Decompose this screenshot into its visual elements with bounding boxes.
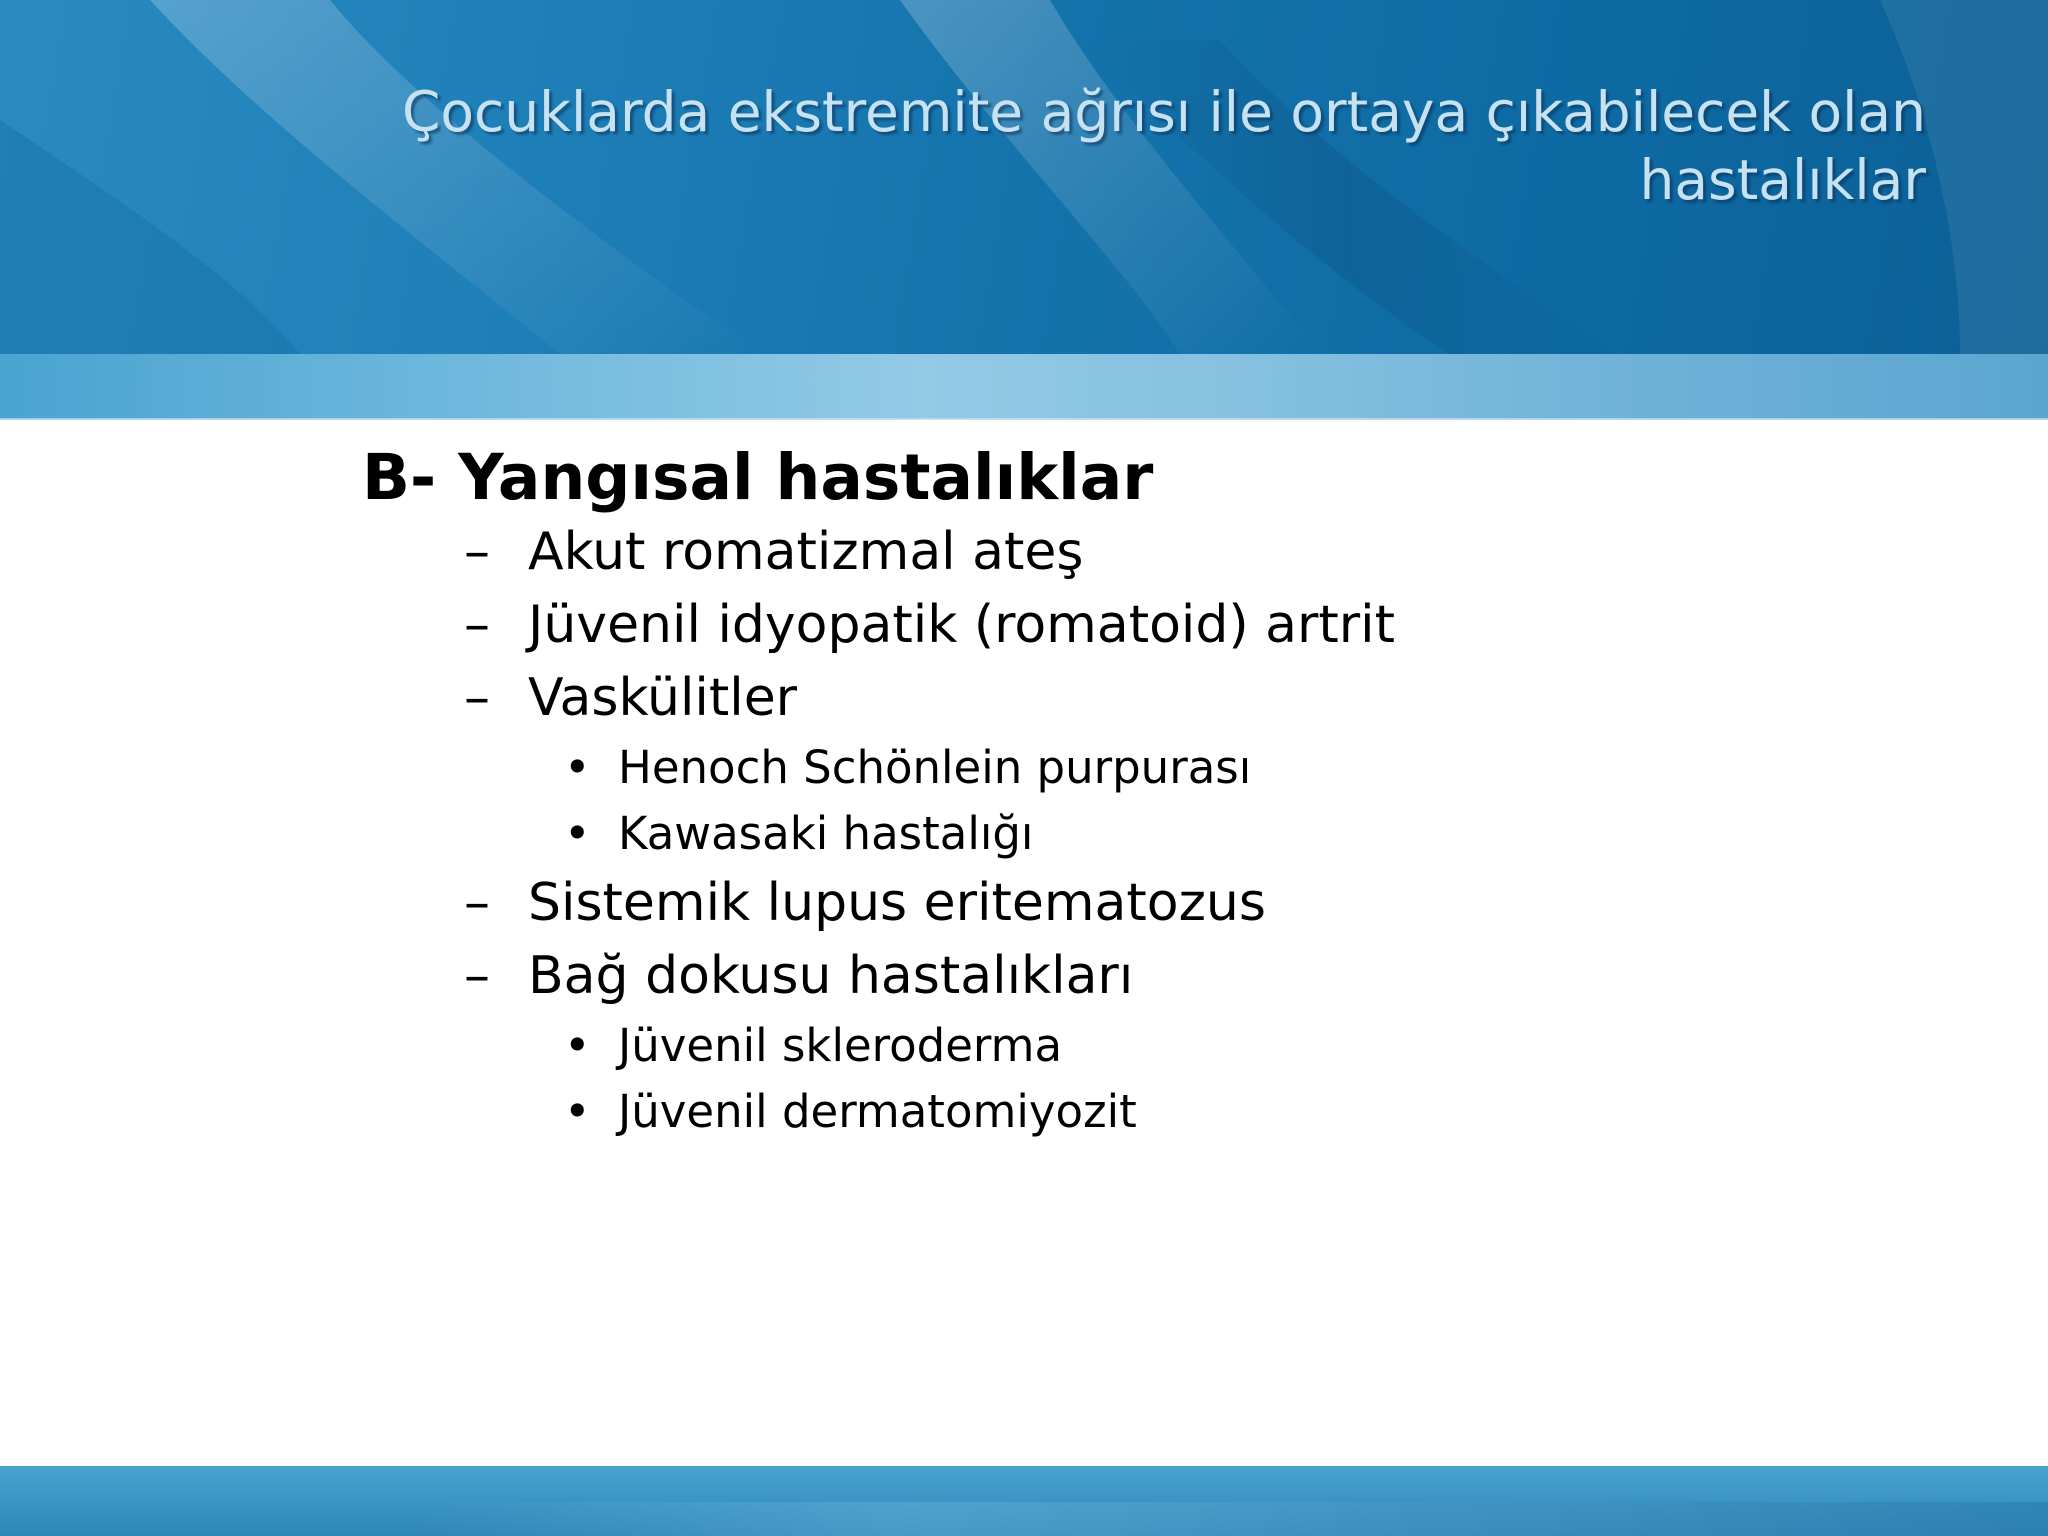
slide-title: Çocuklarda ekstremite ağrısı ile ortaya çıkabilecek olan hastalıklar	[401, 80, 1926, 212]
list-item-label: Bağ dokusu hastalıkları	[528, 946, 1134, 1006]
slide-content	[362, 440, 1862, 1145]
list-item	[362, 867, 1862, 940]
list-item-label: Sistemik lupus eritematozus	[528, 873, 1266, 933]
dot-bullet: •	[564, 1019, 591, 1072]
sub-list-item	[362, 735, 1862, 801]
sub-list-item-label: Jüvenil skleroderma	[618, 1019, 1063, 1072]
list-item	[362, 516, 1862, 589]
list-item-label: Vaskülitler	[528, 668, 798, 728]
dash-bullet: –	[464, 522, 490, 582]
dash-bullet: –	[464, 595, 490, 655]
header-edge	[0, 418, 2048, 420]
list-item-label: Akut romatizmal ateş	[528, 522, 1084, 582]
sub-list-item	[362, 1079, 1862, 1145]
sub-list-item	[362, 801, 1862, 867]
dash-bullet: –	[464, 873, 490, 933]
dot-bullet: •	[564, 807, 591, 860]
sub-list-item-label: Kawasaki hastalığı	[618, 807, 1034, 860]
sub-list	[362, 1013, 1862, 1145]
list-item	[362, 940, 1862, 1145]
footer-banner	[0, 1466, 2048, 1536]
sub-list-item-label: Jüvenil dermatomiyozit	[618, 1085, 1137, 1138]
sub-list-item	[362, 1013, 1862, 1079]
list-item	[362, 662, 1862, 867]
header-light-strip	[0, 354, 2048, 420]
header-banner	[0, 0, 2048, 420]
dot-bullet: •	[564, 741, 591, 794]
dot-bullet: •	[564, 1085, 591, 1138]
list-item-label: Jüvenil idyopatik (romatoid) artrit	[528, 595, 1396, 655]
list-item	[362, 589, 1862, 662]
section-heading: B- Yangısal hastalıklar	[362, 441, 1154, 514]
disease-list	[362, 516, 1862, 1145]
dash-bullet: –	[464, 946, 490, 1006]
sub-list	[362, 735, 1862, 867]
dash-bullet: –	[464, 668, 490, 728]
sub-list-item-label: Henoch Schönlein purpurası	[618, 741, 1252, 794]
footer-sheen	[420, 1502, 2048, 1536]
